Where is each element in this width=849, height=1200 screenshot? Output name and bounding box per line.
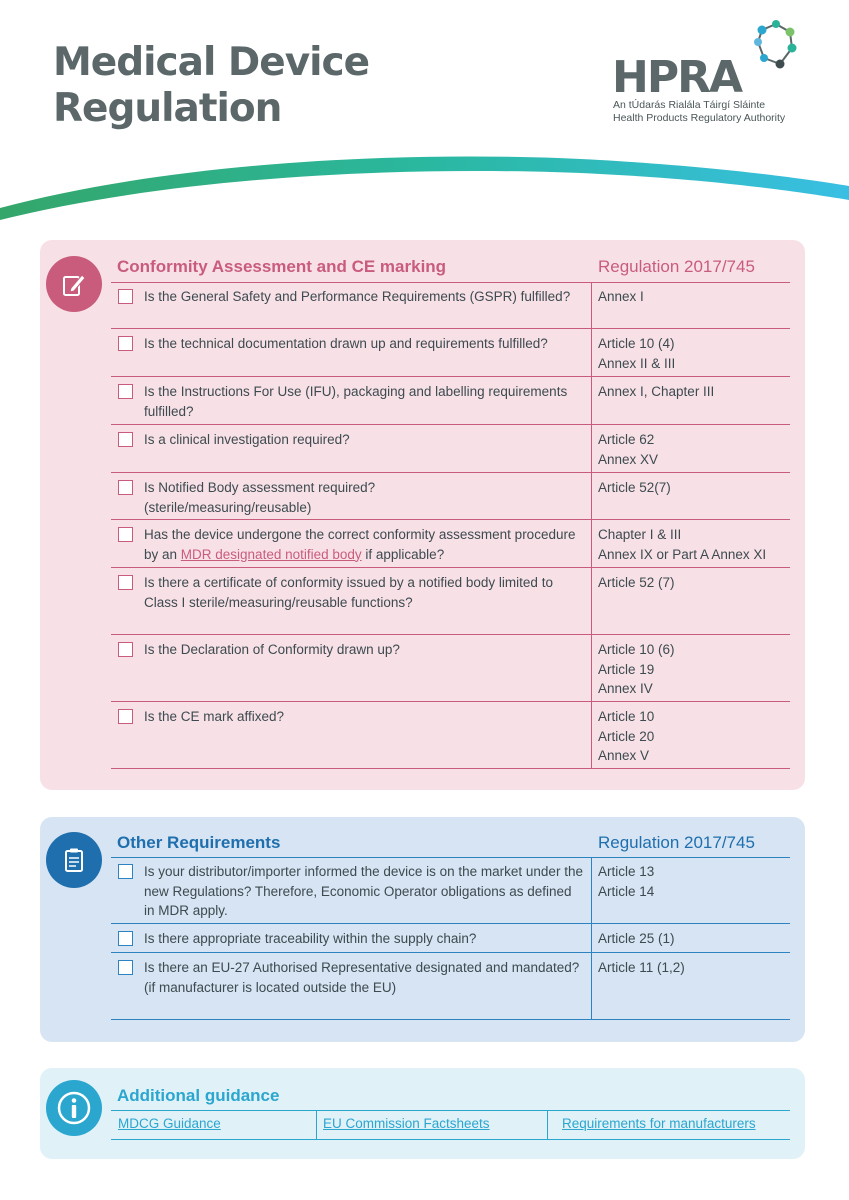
column-divider [591,425,592,472]
question-text: Is the CE mark affixed? [144,709,285,724]
checkbox[interactable] [118,432,133,447]
guidance-title: Additional guidance [117,1086,280,1105]
reference-text: Annex V [598,748,650,763]
checkbox[interactable] [118,575,133,590]
checklist-row [111,520,790,568]
other-requirements-title: Other Requirements [117,833,281,852]
checklist-row [111,329,790,377]
reference-text: Annex II & III [598,355,676,371]
question-text: Is your distributor/importer informed the device is on the market under the new Regulations? Therefore, Economic Operator obligations as defined in MDR apply. [144,864,583,918]
reference-text: Chapter I & III [598,527,682,542]
logo-subtitle-irish: An tÚdarás Rialála Táirgí Sláinte [613,99,766,111]
checkbox[interactable] [118,864,133,879]
question-text: Is the technical documentation drawn up and requirements fulfilled? [144,336,548,351]
logo-subtitle-english: Health Products Regulatory Authority [613,112,786,124]
checkbox[interactable] [118,709,133,724]
column-divider [591,282,592,328]
page-title-line2: Regulation [53,86,282,131]
question-text: Is the Instructions For Use (IFU), packaging and labelling requirements fulfilled? [144,384,568,419]
conformity-title: Conformity Assessment and CE marking [117,257,447,276]
reference-text: Annex IX or Part A Annex XI [598,546,767,562]
checklist-row [111,702,790,769]
reference-text: Article 52 (7) [598,575,675,590]
question-text-part: if applicable? [361,546,445,562]
checklist-row [111,953,790,1020]
column-divider [547,1111,548,1139]
reference-cell [598,640,788,699]
reference-text: Annex XV [598,451,659,467]
eu-commission-factsheets-link[interactable]: EU Commission Factsheets [323,1116,490,1131]
checklist-row [111,635,790,702]
checklist-row [111,377,790,425]
checklist-row [111,425,790,473]
checkbox[interactable] [118,384,133,399]
question-text: Is there appropriate traceability within the supply chain? [144,931,477,946]
column-divider [591,377,592,424]
reference-cell [598,707,788,766]
molecule-logo-icon [748,20,804,74]
reference-cell [598,525,788,564]
reference-text: Article 10 [598,709,655,724]
column-divider [591,635,592,701]
reference-text: Article 14 [598,883,655,899]
reference-text: Annex I, Chapter III [598,384,715,399]
reference-cell [598,478,788,498]
checkbox[interactable] [118,931,133,946]
column-divider [591,473,592,519]
checklist-row [111,282,790,329]
hpra-logo [612,20,812,130]
reference-cell [598,929,788,949]
reference-text: Article 25 (1) [598,931,675,946]
clipboard-icon [46,832,102,888]
question-text [144,525,584,564]
pencil-document-icon [46,256,102,312]
column-divider [591,702,592,768]
reference-text: Article 11 (1,2) [598,960,685,975]
logo-wordmark: HPRA [612,52,742,103]
question-text: Is a clinical investigation required? [144,432,350,447]
reference-cell [598,573,788,593]
reference-cell [598,382,788,402]
checkbox[interactable] [118,480,133,495]
reference-cell [598,958,788,978]
checkbox[interactable] [118,336,133,351]
question-text-part: Has the device undergone the correct conformity assessment procedure by an [144,527,576,562]
reference-text: Article 19 [598,661,655,677]
reference-text: Article 52(7) [598,480,671,495]
question-text: Is Notified Body assessment required? (sterile/measuring/reusable) [144,480,376,515]
question-text: Is there a certificate of conformity issued by a notified body limited to Class I sterile/measuring/reusable functions? [144,575,553,610]
column-divider [591,520,592,567]
reference-text: Article 62 [598,432,655,447]
question-text: Is the Declaration of Conformity drawn up? [144,642,400,657]
column-divider [591,329,592,376]
guidance-links [111,1110,790,1140]
mdcg-guidance-link[interactable]: MDCG Guidance [118,1116,221,1131]
info-icon [46,1080,102,1136]
reference-text: Article 13 [598,864,655,879]
page-title [53,40,369,132]
reference-cell [598,430,788,469]
page-title-line1: Medical Device [53,40,370,85]
checkbox[interactable] [118,642,133,657]
decorative-wave [0,150,849,230]
column-divider [591,857,592,923]
reference-cell [598,287,788,307]
checkbox[interactable] [118,527,133,542]
reference-text: Article 10 (4) [598,336,675,351]
checklist-row [111,924,790,953]
checklist-row [111,857,790,924]
notified-body-link[interactable]: MDR designated notified body [180,546,362,562]
other-requirements-regulation: Regulation 2017/745 [598,833,755,852]
column-divider [591,953,592,1019]
reference-text: Annex I [598,289,644,304]
column-divider [316,1111,317,1139]
reference-cell [598,334,788,373]
conformity-regulation: Regulation 2017/745 [598,257,755,276]
reference-text: Article 20 [598,728,655,744]
requirements-for-manufacturers-link[interactable]: Requirements for manufacturers [562,1116,756,1131]
column-divider [591,568,592,634]
checkbox[interactable] [118,289,133,304]
checklist-row [111,568,790,635]
reference-text: Article 10 (6) [598,642,675,657]
reference-cell [598,862,788,901]
question-text: Is there an EU-27 Authorised Representative designated and mandated? (if manufacturer is located outside the EU) [144,960,580,995]
checklist-row [111,473,790,520]
column-divider [591,924,592,952]
reference-text: Annex IV [598,681,653,696]
question-text: Is the General Safety and Performance Requirements (GSPR) fulfilled? [144,289,571,304]
checkbox[interactable] [118,960,133,975]
